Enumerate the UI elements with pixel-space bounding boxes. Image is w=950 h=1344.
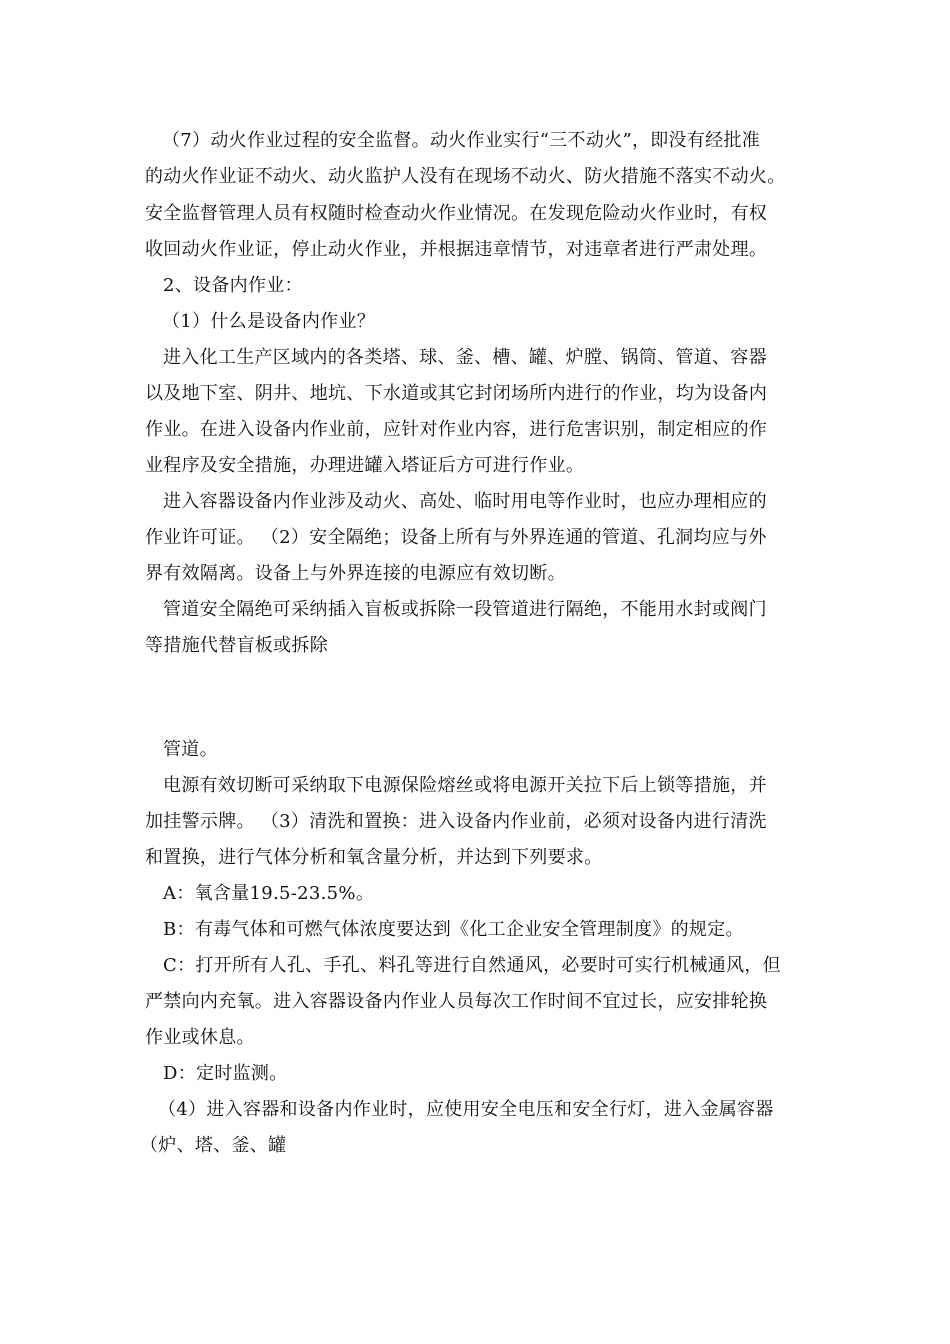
text-line: 界有效隔离。设备上与外界连接的电源应有效切断。 xyxy=(145,563,566,584)
text-line: 收回动火作业证，停止动火作业，并根据违章情节，对违章者进行严肃处理。 xyxy=(145,239,768,260)
text-line: 严禁向内充氧。进入容器设备内作业人员每次工作时间不宜过长，应安排轮换 xyxy=(145,991,768,1012)
text-line: 进入容器设备内作业涉及动火、高处、临时用电等作业时，也应办理相应的 xyxy=(163,491,767,512)
list-item: A：氧含量19.5-23.5%。 xyxy=(163,883,375,904)
text-line: 电源有效切断可采纳取下电源保险熔丝或将电源开关拉下后上锁等措施，并 xyxy=(163,775,767,796)
text-line: 作业。在进入设备内作业前，应针对作业内容，进行危害识别，制定相应的作 xyxy=(145,419,768,440)
text-line: 的动火作业证不动火、动火监护人没有在现场不动火、防火措施不落实不动火。 xyxy=(145,166,786,187)
text-line: 作业或休息。 xyxy=(145,1027,255,1048)
text-line: 以及地下室、阴井、地坑、下水道或其它封闭场所内进行的作业，均为设备内 xyxy=(145,383,768,404)
text-line: （炉、塔、釜、罐 xyxy=(140,1135,287,1156)
text-line: 管道安全隔绝可采纳插入盲板或拆除一段管道进行隔绝，不能用水封或阀门 xyxy=(163,599,767,620)
section-heading: 2、设备内作业： xyxy=(163,275,303,296)
subsection-heading: （1）什么是设备内作业？ xyxy=(162,311,376,332)
text-line: 管道。 xyxy=(163,739,218,760)
text-line: 作业许可证。 （2）安全隔绝；设备上所有与外界连通的管道、孔洞均应与外 xyxy=(145,527,767,548)
text-line: 和置换，进行气体分析和氧含量分析，并达到下列要求。 xyxy=(145,847,603,868)
text-line: 进入化工生产区域内的各类塔、球、釜、槽、罐、炉膛、锅筒、管道、容器 xyxy=(163,347,767,368)
text-line: 安全监督管理人员有权随时检查动火作业情况。在发现危险动火作业时，有权 xyxy=(145,203,768,224)
list-item: D：定时监测。 xyxy=(163,1063,288,1084)
text-line: 加挂警示牌。 （3）清洗和置换：进入设备内作业前，必须对设备内进行清洗 xyxy=(145,811,767,832)
text-line: 等措施代替盲板或拆除 xyxy=(145,635,328,656)
text-line: （7）动火作业过程的安全监督。动火作业实行“三不动火”，即没有经批准 xyxy=(162,130,761,151)
text-line: （4）进入容器和设备内作业时，应使用安全电压和安全行灯，进入金属容器 xyxy=(158,1099,774,1120)
text-line: 业程序及安全措施，办理进罐入塔证后方可进行作业。 xyxy=(145,455,585,476)
list-item: B：有毒气体和可燃气体浓度要达到《化工企业安全管理制度》的规定。 xyxy=(163,919,744,940)
list-item: C：打开所有人孔、手孔、料孔等进行自然通风，必要时可实行机械通风，但 xyxy=(163,955,781,976)
